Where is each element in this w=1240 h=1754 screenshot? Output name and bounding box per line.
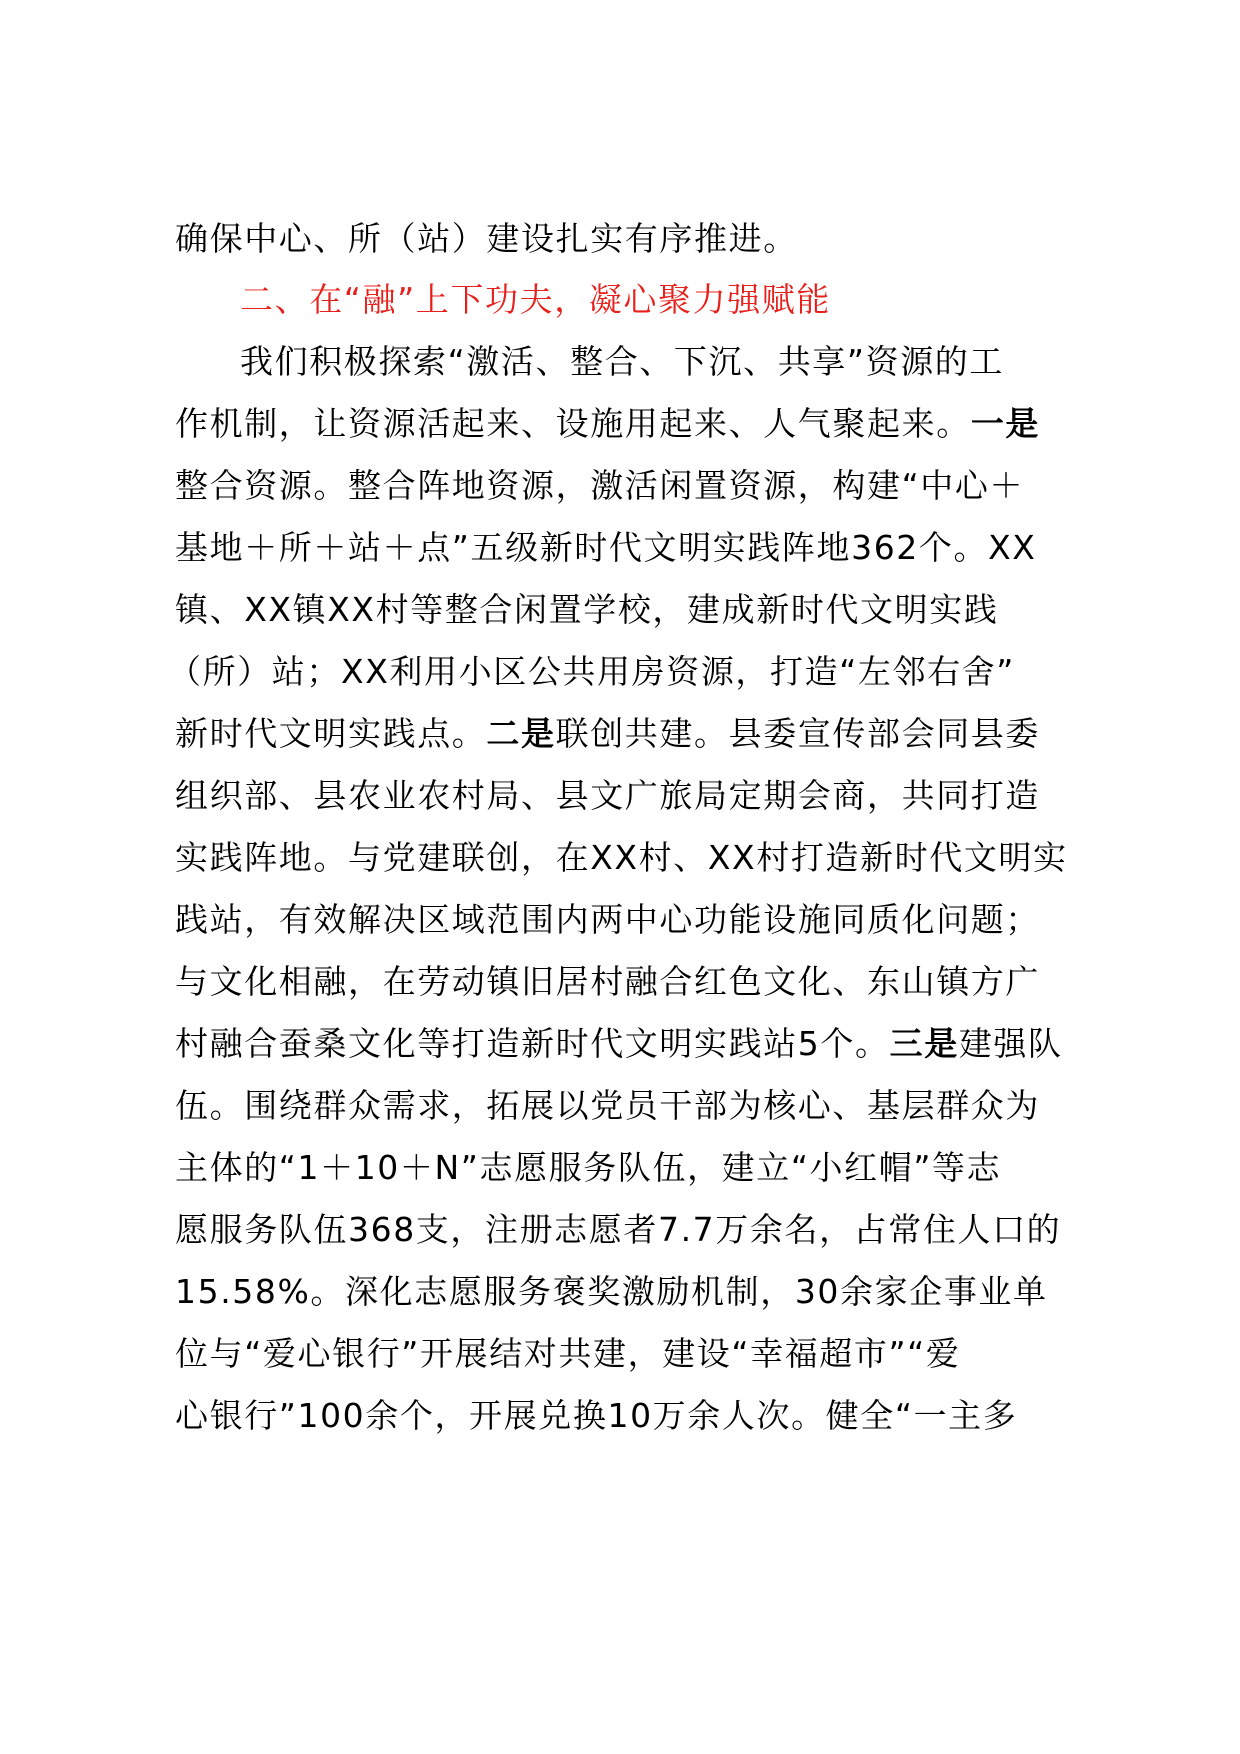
- text-line: [175, 836, 1240, 880]
- text-line: [175, 217, 1240, 261]
- text-segment: 位与“爱心银行”开展结对共建，建设“幸福超市”“爱: [175, 1334, 961, 1373]
- text-line: [175, 1022, 1240, 1066]
- text-segment: （所）站；XX利用小区公共用房资源，打造“左邻右舍”: [168, 652, 1016, 691]
- text-segment: 二、在“融”上下功夫，凝心聚力强赋能: [240, 280, 831, 319]
- text-line: [175, 1208, 1240, 1252]
- text-segment: 基地＋所＋站＋点”五级新时代文明实践阵地362个。XX: [175, 528, 1037, 567]
- text-line: [175, 712, 1240, 756]
- text-segment: 践站，有效解决区域范围内两中心功能设施同质化问题；: [175, 900, 1040, 939]
- text-line: [175, 1270, 1240, 1314]
- text-segment: 与文化相融，在劳动镇旧居村融合红色文化、东山镇方广: [175, 962, 1040, 1001]
- text-segment: 主体的“1＋10＋N”志愿服务队伍，建立“小红帽”等志: [175, 1148, 1002, 1187]
- text-segment: 愿服务队伍368支，注册志愿者7.7万余名，占常住人口的: [175, 1210, 1062, 1249]
- text-line: [175, 1146, 1240, 1190]
- text-line: [175, 1394, 1240, 1438]
- text-line: [175, 774, 1240, 818]
- text-line: [175, 402, 1240, 446]
- text-line: [175, 1084, 1240, 1128]
- text-segment: 村融合蚕桑文化等打造新时代文明实践站5个。: [175, 1024, 890, 1063]
- text-segment: 作机制，让资源活起来、设施用起来、人气聚起来。: [175, 404, 971, 443]
- text-segment: 实践阵地。与党建联创，在XX村、XX村打造新时代文明实: [175, 838, 1068, 877]
- text-line: [175, 1332, 1240, 1376]
- text-segment: 我们积极探索“激活、整合、下沉、共享”资源的工: [240, 342, 1004, 381]
- text-line: [175, 464, 1240, 508]
- text-segment: 新时代文明实践点。: [175, 714, 487, 753]
- text-line: [175, 960, 1240, 1004]
- text-segment: 整合资源。整合阵地资源，激活闲置资源，构建“中心＋: [175, 466, 1025, 505]
- bold-lead-phrase: 一是: [970, 404, 1041, 443]
- bold-lead-phrase: 二是: [486, 714, 556, 753]
- text-segment: 确保中心、所（站）建设扎实有序推进。: [175, 219, 798, 258]
- bold-lead-phrase: 三是: [889, 1024, 959, 1063]
- text-segment: 组织部、县农业农村局、县文广旅局定期会商，共同打造: [175, 776, 1040, 815]
- text-segment: 15.58%。深化志愿服务褒奖激励机制，30余家企事业单: [175, 1272, 1048, 1311]
- text-line: [175, 588, 1240, 632]
- text-segment: 建强队: [958, 1024, 1063, 1063]
- section-heading: [240, 278, 1240, 322]
- text-segment: 联创共建。县委宣传部会同县委: [555, 714, 1041, 753]
- text-segment: 镇、XX镇XX村等整合闲置学校，建成新时代文明实践: [175, 590, 999, 629]
- text-line: [240, 340, 1240, 384]
- text-line: [168, 650, 1240, 694]
- text-line: [175, 898, 1240, 942]
- text-segment: 心银行”100余个，开展兑换10万余人次。健全“一主多: [175, 1396, 1018, 1435]
- text-segment: 伍。围绕群众需求，拓展以党员干部为核心、基层群众为: [175, 1086, 1040, 1125]
- text-line: [175, 526, 1240, 570]
